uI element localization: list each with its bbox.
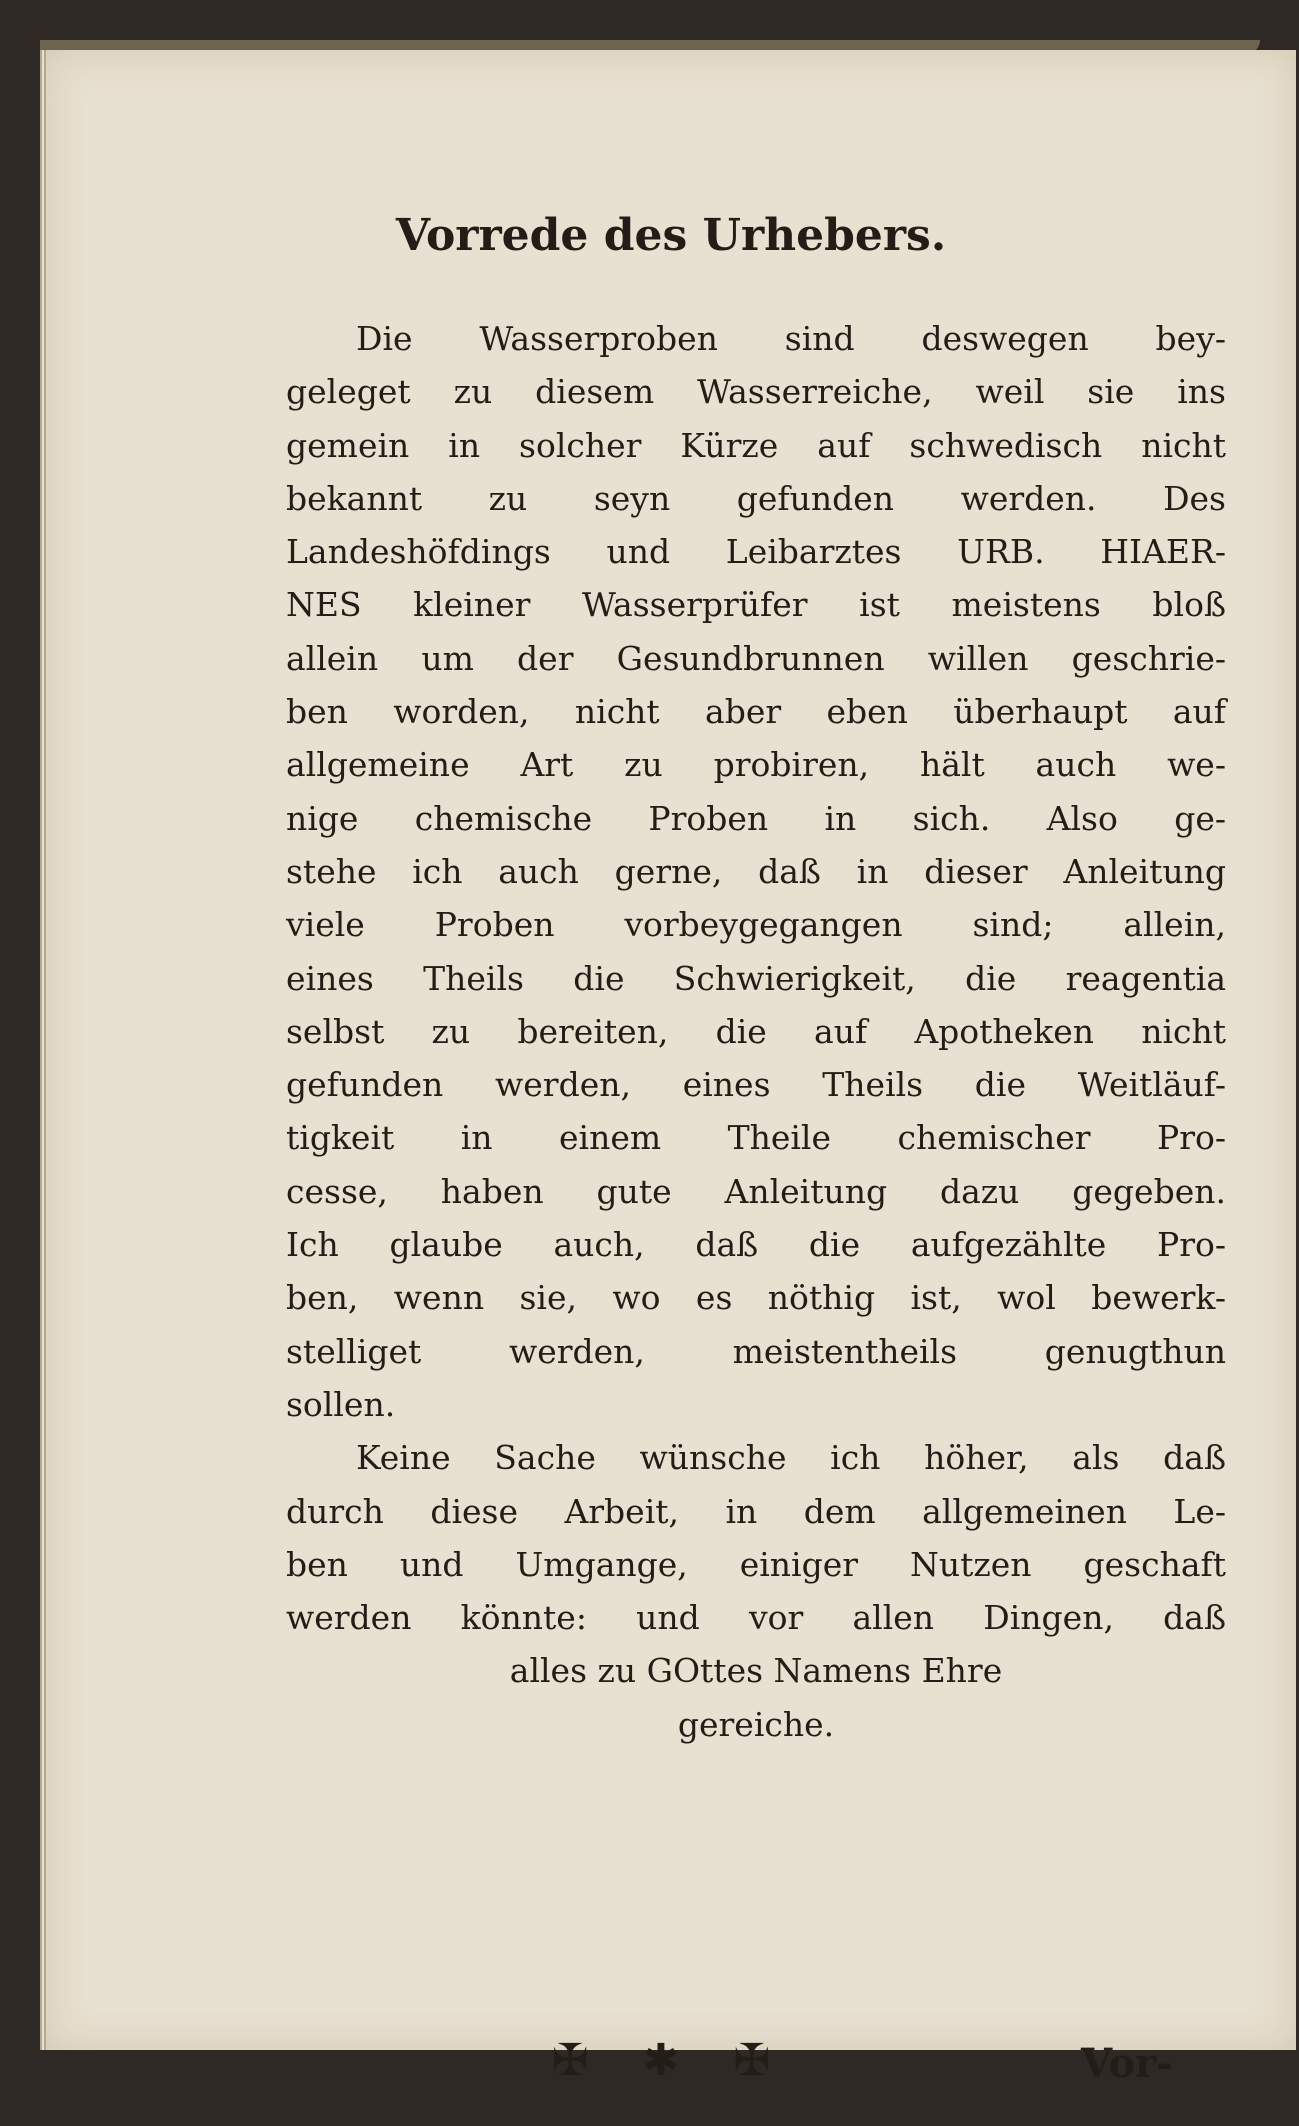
text-line: gemein in solcher Kürze auf schwedisch nicht bbox=[286, 425, 1226, 465]
text-line: Keine Sache wünsche ich höher, als daß bbox=[356, 1438, 1226, 1478]
text-line: werden könnte: und vor allen Dingen, daß bbox=[286, 1598, 1226, 1638]
catchword: Vor- bbox=[1081, 2040, 1173, 2087]
text-line: Ich glaube auch, daß die aufgezählte Pro- bbox=[286, 1225, 1226, 1265]
text-line: gefunden werden, eines Theils die Weitläuf- bbox=[286, 1065, 1226, 1105]
page-heading: Vorrede des Urhebers. bbox=[395, 210, 947, 261]
text-line: gereiche. bbox=[677, 1704, 835, 1744]
text-line: stehe ich auch gerne, daß in dieser Anleitung bbox=[286, 851, 1226, 891]
text-line: geleget zu diesem Wasserreiche, weil sie ins bbox=[286, 372, 1226, 412]
ornament-icon: ✠ ✱ ✠ bbox=[551, 2035, 791, 2086]
text-line: stelliget werden, meistentheils genugthun bbox=[286, 1331, 1226, 1371]
text-line: ben, wenn sie, wo es nöthig ist, wol bewerk- bbox=[286, 1278, 1226, 1318]
paragraph-2 bbox=[286, 1431, 1226, 1751]
text-line: NES kleiner Wasserprüfer ist meistens bloß bbox=[286, 585, 1226, 625]
page-body bbox=[286, 312, 1226, 1751]
text-line: ben und Umgange, einiger Nutzen geschaft bbox=[286, 1544, 1226, 1584]
text-line: Landeshöfdings und Leibarztes URB. HIAER- bbox=[286, 532, 1226, 572]
text-line: allgemeine Art zu probiren, hält auch we- bbox=[286, 745, 1226, 785]
text-line: cesse, haben gute Anleitung dazu gegeben. bbox=[286, 1171, 1226, 1211]
text-line: allein um der Gesundbrunnen willen geschrie- bbox=[286, 638, 1226, 678]
text-line: tigkeit in einem Theile chemischer Pro- bbox=[286, 1118, 1226, 1158]
text-line: ben worden, nicht aber eben überhaupt auf bbox=[286, 692, 1226, 732]
paragraph-1 bbox=[286, 312, 1226, 1431]
text-line: nige chemische Proben in sich. Also ge- bbox=[286, 798, 1226, 838]
text-line: durch diese Arbeit, in dem allgemeinen Le- bbox=[286, 1491, 1226, 1531]
text-line: sollen. bbox=[286, 1384, 396, 1424]
text-line: Die Wasserproben sind deswegen bey- bbox=[356, 319, 1226, 358]
text-line: bekannt zu seyn gefunden werden. Des bbox=[286, 478, 1226, 518]
text-line: alles zu GOttes Namens Ehre bbox=[509, 1651, 1003, 1691]
text-line: eines Theils die Schwierigkeit, die reagentia bbox=[286, 958, 1226, 998]
book-page bbox=[40, 50, 1296, 2087]
text-line: selbst zu bereiten, die auf Apotheken nicht bbox=[286, 1011, 1226, 1051]
text-line: viele Proben vorbeygegangen sind; allein, bbox=[286, 905, 1226, 945]
